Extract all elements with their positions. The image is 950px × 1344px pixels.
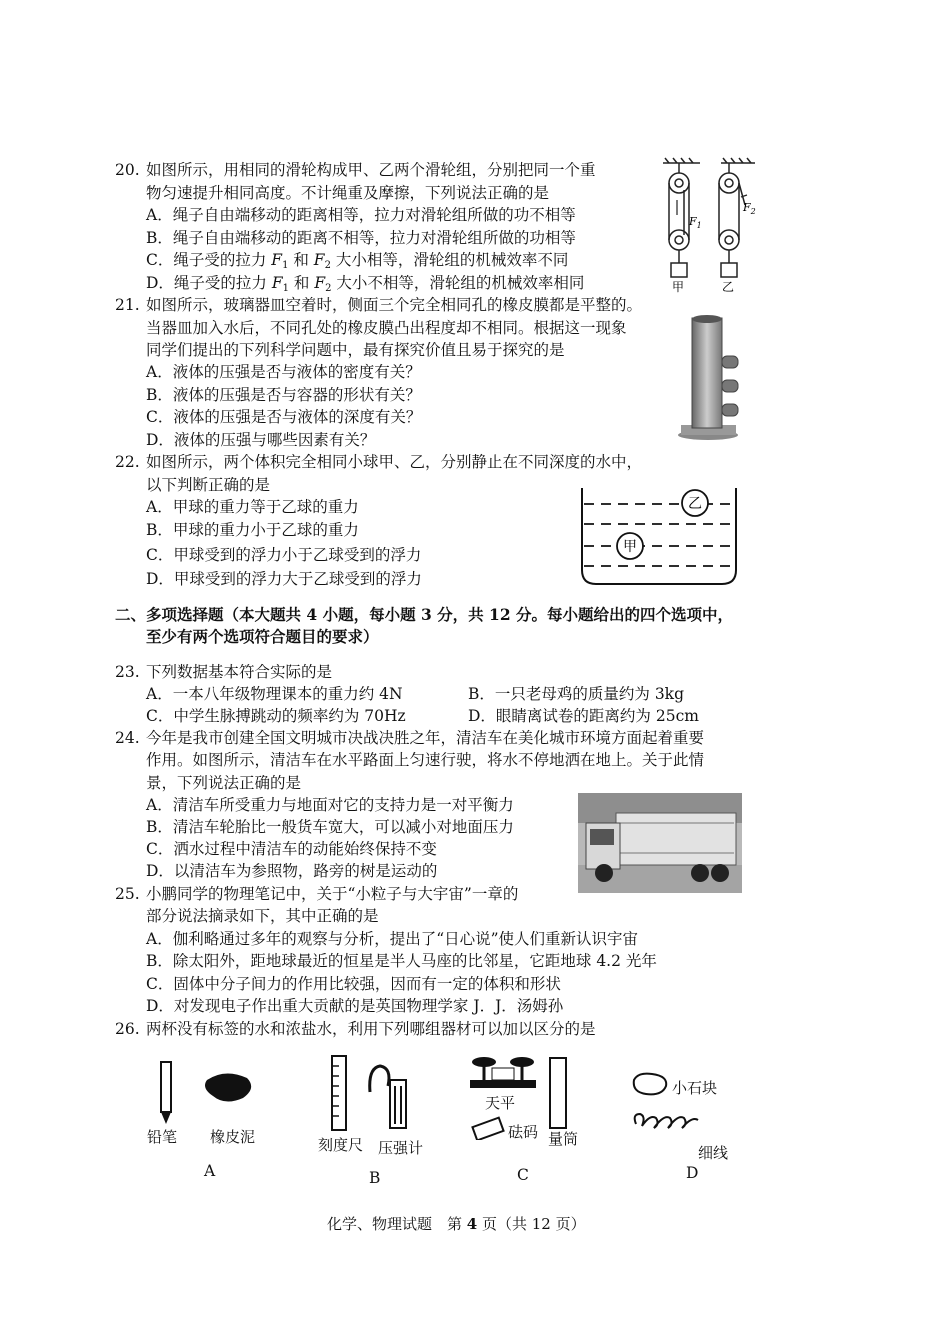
group-d-letter: D [686, 1164, 699, 1182]
q20-stem-line1: 如图所示，用相同的滑轮构成甲、乙两个滑轮组，分别把同一个重 [146, 161, 596, 179]
q23-option-d: D．眼睛离试卷的距离约为 25cm [468, 707, 699, 725]
q25-option-d: D．对发现电子作出重大贡献的是英国物理学家 J．J．汤姆孙 [146, 997, 564, 1015]
f1-label: $F_1$ [689, 215, 702, 230]
q20-option-c: C．绳子受的拉力 $F_1$ 和 $F_2$ 大小相等，滑轮组的机械效率不同 [146, 251, 569, 271]
group-c-item-cylinder: 量筒 [548, 1130, 579, 1148]
group-d-item-thread: 细线 [698, 1144, 729, 1162]
pressure-vessel-figure [676, 312, 746, 442]
q20-number: 20. [115, 161, 140, 179]
q23-stem: 下列数据基本符合实际的是 [146, 663, 333, 681]
q21-stem-line2: 当器皿加入水后，不同孔处的橡皮膜凸出程度却不相同。根据这一现象 [146, 319, 627, 337]
q24-option-b: B．清洁车轮胎比一般货车宽大，可以减小对地面压力 [146, 818, 514, 836]
q20-option-a: A．绳子自由端移动的距离相等，拉力对滑轮组所做的功不相等 [146, 206, 576, 224]
q20-stem-line2: 物匀速提升相同高度。不计绳重及摩擦，下列说法正确的是 [146, 184, 550, 202]
pulley-figure [655, 155, 765, 295]
section2-heading-line2: 至少有两个选项符合题目的要求） [146, 627, 379, 646]
section2-heading-line1: 二、多项选择题（本大题共 4 小题，每小题 3 分，共 12 分。每小题给出的四个选项中， [115, 605, 734, 624]
f2-label: $F_2$ [743, 201, 756, 216]
q22-number: 22. [115, 453, 140, 471]
q24-option-c: C．洒水过程中清洁车的动能始终保持不变 [146, 840, 437, 858]
q22-option-b: B．甲球的重力小于乙球的重力 [146, 521, 359, 539]
q23-number: 23. [115, 663, 140, 681]
q24-stem-line2: 作用。如图所示，清洁车在水平路面上匀速行驶，将水不停地洒在地上。关于此情 [146, 751, 705, 769]
group-c-item-balance: 天平 [485, 1094, 516, 1112]
q26-stem: 两杯没有标签的水和浓盐水，利用下列哪组器材可以加以区分的是 [146, 1020, 596, 1038]
q24-stem-line3: 景，下列说法正确的是 [146, 774, 302, 792]
q25-stem-line1: 小鹏同学的物理笔记中，关于“小粒子与大宇宙”一章的 [146, 885, 519, 903]
q22-option-d: D．甲球受到的浮力大于乙球受到的浮力 [146, 570, 422, 588]
q25-stem-line2: 部分说法摘录如下，其中正确的是 [146, 907, 379, 925]
group-c-item-weights: 砝码 [508, 1123, 539, 1141]
q21-number: 21. [115, 296, 140, 314]
q21-option-b: B．液体的压强是否与容器的形状有关？ [146, 386, 421, 404]
q24-stem-line1: 今年是我市创建全国文明城市决战决胜之年，清洁车在美化城市环境方面起着重要 [146, 729, 705, 747]
page-footer: 化学、物理试题 第 4 页（共 12 页） [327, 1215, 586, 1233]
pulley-left-label: 甲 [672, 280, 685, 294]
group-d-item-stone: 小石块 [672, 1079, 718, 1097]
q23-option-c: C．中学生脉搏跳动的频率约为 70Hz [146, 707, 406, 725]
q25-option-c: C．固体中分子间力的作用比较强，因而有一定的体积和形状 [146, 975, 561, 993]
group-b-item-manometer: 压强计 [378, 1139, 424, 1157]
group-a-item-clay: 橡皮泥 [210, 1128, 256, 1146]
q21-stem-line1: 如图所示，玻璃器皿空着时，侧面三个完全相同孔的橡皮膜都是平整的。 [146, 296, 643, 314]
group-b-item-ruler: 刻度尺 [318, 1136, 364, 1154]
q24-option-a: A．清洁车所受重力与地面对它的支持力是一对平衡力 [146, 796, 514, 814]
pulley-right-label: 乙 [722, 280, 735, 294]
q24-option-d: D．以清洁车为参照物，路旁的树是运动的 [146, 862, 438, 880]
q22-option-c: C．甲球受到的浮力小于乙球受到的浮力 [146, 546, 422, 564]
q22-stem-line2: 以下判断正确的是 [146, 476, 271, 494]
group-a-item-pencil: 铅笔 [147, 1128, 178, 1146]
q21-option-d: D．液体的压强与哪些因素有关？ [146, 431, 376, 449]
q21-option-c: C．液体的压强是否与液体的深度有关？ [146, 408, 422, 426]
group-a-letter: A [204, 1162, 216, 1180]
group-c-letter: C [517, 1166, 529, 1184]
q24-number: 24. [115, 729, 140, 747]
q20-option-b: B．绳子自由端移动的距离不相等，拉力对滑轮组所做的功相等 [146, 229, 576, 247]
q22-stem-line1: 如图所示，两个体积完全相同小球甲、乙，分别静止在不同深度的水中， [146, 453, 643, 471]
group-b-equipment [322, 1052, 432, 1134]
q21-option-a: A．液体的压强是否与液体的密度有关？ [146, 363, 421, 381]
q25-option-a: A．伽利略通过多年的观察与分析，提出了“日心说”使人们重新认识宇宙 [146, 930, 639, 948]
q25-number: 25. [115, 885, 140, 903]
ball-jia-label: 甲 [623, 539, 637, 555]
q25-option-b: B．除太阳外，距地球最近的恒星是半人马座的比邻星，它距地球 4.2 光年 [146, 952, 657, 970]
group-b-letter: B [369, 1169, 381, 1187]
cleaning-truck-photo [578, 793, 742, 893]
q23-option-a: A．一本八年级物理课本的重力约 4N [146, 685, 403, 703]
ball-yi-label: 乙 [688, 496, 702, 512]
q20-option-d: D．绳子受的拉力 $F_1$ 和 $F_2$ 大小不相等，滑轮组的机械效率相同 [146, 274, 585, 294]
q21-stem-line3: 同学们提出的下列科学问题中，最有探究价值且易于探究的是 [146, 341, 565, 359]
q22-option-a: A．甲球的重力等于乙球的重力 [146, 498, 359, 516]
water-tank-figure [578, 482, 740, 588]
q23-option-b: B．一只老母鸡的质量约为 3kg [468, 685, 684, 703]
group-a-equipment [155, 1058, 285, 1128]
q26-number: 26. [115, 1020, 140, 1038]
